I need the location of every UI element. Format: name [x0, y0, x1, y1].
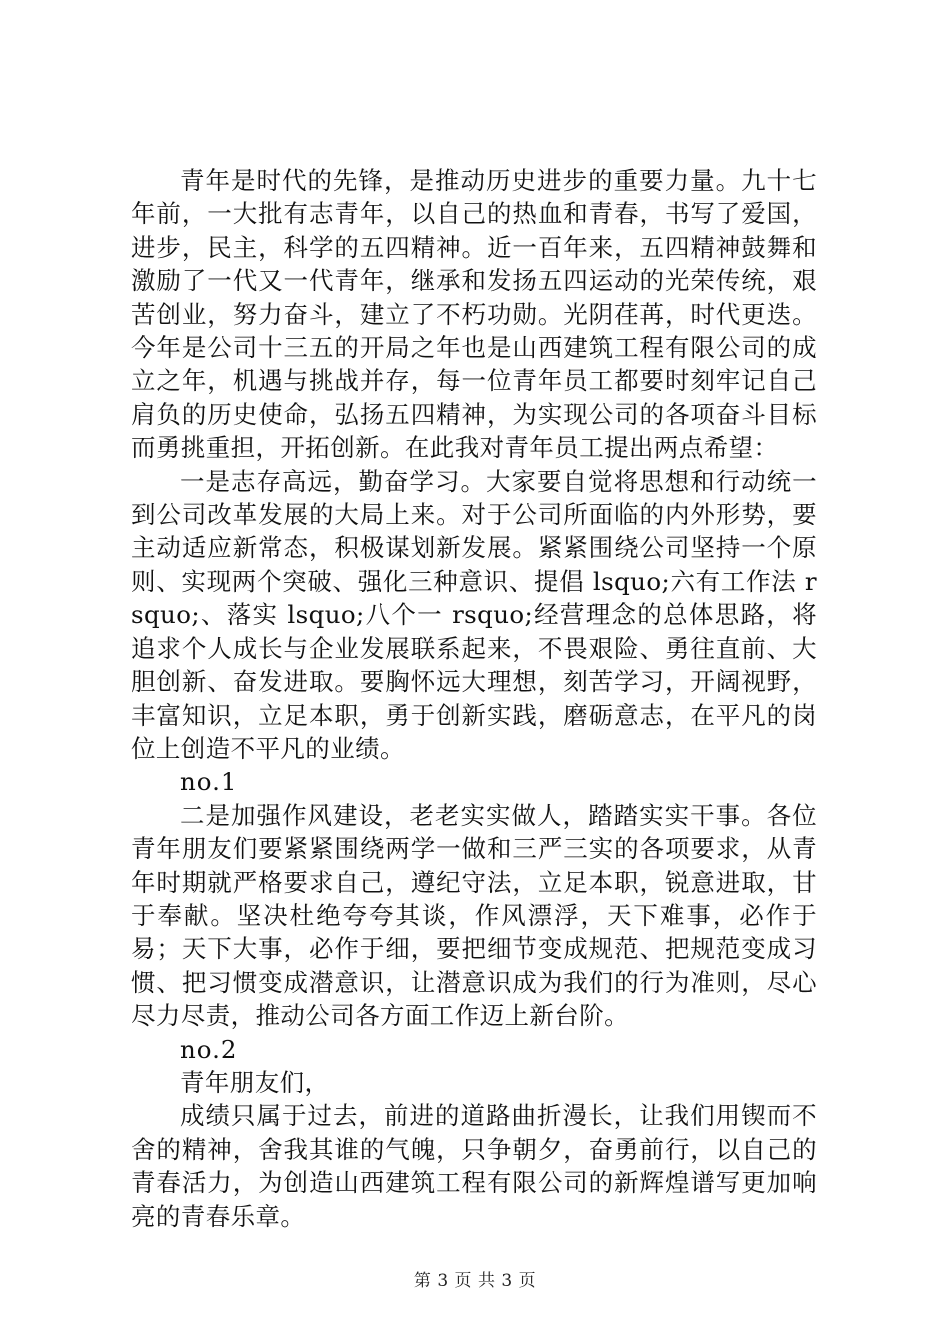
paragraph-hope-two: 二是加强作风建设，老老实实做人，踏踏实实干事。各位青年朋友们要紧紧围绕两学一做和三严三实的各项要求，从青年时期就严格要求自己，遵纪守法，立足本职，锐意进取，甘于奉献。坚决杜绝夸夸其谈，作风漂浮，天下难事，必作于易；天下大事，必作于细，要把细节变成规范、把规范变成习惯、把习惯变成潜意识，让潜意识成为我们的行为准则，尽心尽力尽责，推动公司各方面工作迈上新台阶。	[131, 800, 817, 1031]
page-number-footer: 第 3 页 共 3 页	[413, 1271, 537, 1291]
section-marker-2: no.2	[180, 1034, 238, 1064]
section-marker-1: no.1	[180, 767, 238, 797]
paragraph-hope-one: 一是志存高远，勤奋学习。大家要自觉将思想和行动统一到公司改革发展的大局上来。对于公司所面临的内外形势，要主动适应新常态，积极谋划新发展。紧紧围绕公司坚持一个原则、实现两个突破、强化三种意识、提倡 lsquo;六有工作法 rsquo;、落实 lsquo;八个一 rsquo;经营理念的总体思路，将追求个人成长与企业发展联系起来，不畏艰险、勇往直前、大胆创新、奋发进取。要胸怀远大理想，刻苦学习，开阔视野，丰富知识，立足本职，勇于创新实践，磨砺意志，在平凡的岗位上创造不平凡的业绩。	[131, 466, 817, 763]
paragraph-intro: 青年是时代的先锋，是推动历史进步的重要力量。九十七年前，一大批有志青年，以自己的热血和青春，书写了爱国，进步，民主，科学的五四精神。近一百年来，五四精神鼓舞和激励了一代又一代青年，继承和发扬五四运动的光荣传统，艰苦创业，努力奋斗，建立了不朽功勋。光阴荏苒，时代更迭。今年是公司十三五的开局之年也是山西建筑工程有限公司的成立之年，机遇与挑战并存，每一位青年员工都要时刻牢记自己肩负的历史使命，弘扬五四精神，为实现公司的各项奋斗目标而勇挑重担，开拓创新。在此我对青年员工提出两点希望：	[131, 166, 817, 463]
paragraph-closing: 成绩只属于过去，前进的道路曲折漫长，让我们用锲而不舍的精神，舍我其谁的气魄，只争朝夕，奋勇前行，以自己的青春活力，为创造山西建筑工程有限公司的新辉煌谱写更加响亮的青春乐章。	[131, 1101, 817, 1231]
paragraph-salutation: 青年朋友们，	[180, 1067, 330, 1097]
document-body	[131, 164, 817, 1233]
